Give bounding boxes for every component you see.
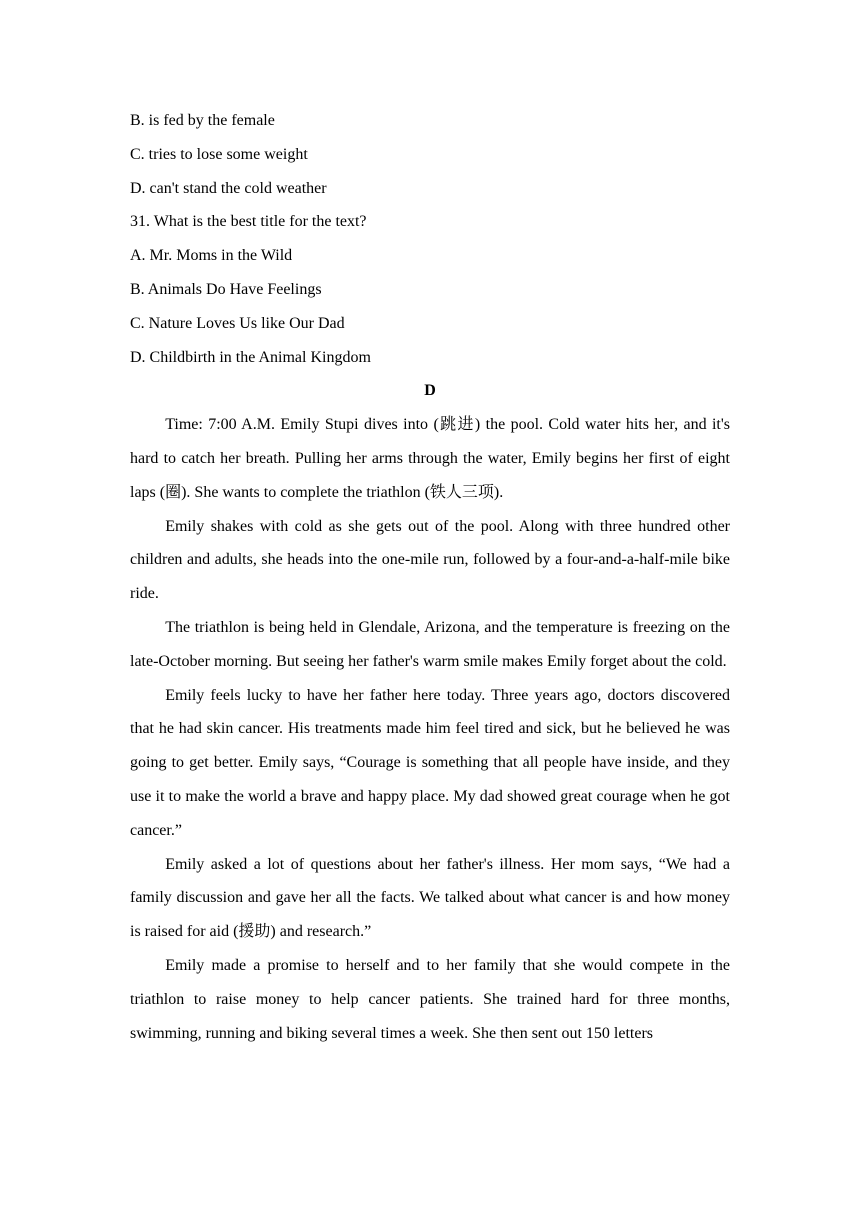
- option-b-q31: B. Animals Do Have Feelings: [130, 280, 322, 298]
- option-a-q31: A. Mr. Moms in the Wild: [130, 247, 293, 265]
- passage-paragraph-3: The triathlon is being held in Glendale, Arizona, and the temperature is freezing on the late-October morning. But seeing her father's warm smile makes Emily forget about the cold.: [130, 618, 730, 670]
- passage-paragraph-1: Time: 7:00 A.M. Emily Stupi dives into (跳进) the pool. Cold water hits her, and it's hard to catch her breath. Pulling her arms through the water, Emily begins her first of eight laps (圈). She wants to complete the triathlon (铁人三项).: [130, 416, 730, 501]
- passage-heading: D: [424, 382, 436, 400]
- question-31-prompt: 31. What is the best title for the text?: [130, 213, 367, 231]
- passage-paragraph-5: Emily asked a lot of questions about her father's illness. Her mom says, “We had a family discussion and gave her all the facts. We talked about what cancer is and how money is raised for aid (援助) and research.”: [130, 855, 730, 941]
- option-b-q30: B. is fed by the female: [130, 112, 275, 129]
- option-d-q31: D. Childbirth in the Animal Kingdom: [130, 348, 371, 366]
- passage-paragraph-6: Emily made a promise to herself and to her family that she would compete in the triathlon to raise money to help cancer patients. She trained hard for three months, swimming, running and biking several times a week. She then sent out 150 letters: [130, 956, 730, 1042]
- passage-paragraph-4: Emily feels lucky to have her father here today. Three years ago, doctors discovered that he had skin cancer. His treatments made him feel tired and sick, but he believed he was going to get better. Emily says, “Courage is something that all people have inside, and they use it to make the world a brave and happy place. My dad showed great courage when he got cancer.”: [130, 686, 730, 839]
- option-d-q30: D. can't stand the cold weather: [130, 179, 327, 197]
- document-page: [130, 104, 730, 1050]
- option-c-q31: C. Nature Loves Us like Our Dad: [130, 314, 345, 332]
- option-c-q30: C. tries to lose some weight: [130, 145, 308, 163]
- passage-paragraph-2: Emily shakes with cold as she gets out of the pool. Along with three hundred other children and adults, she heads into the one-mile run, followed by a four-and-a-half-mile bike ride.: [130, 517, 730, 603]
